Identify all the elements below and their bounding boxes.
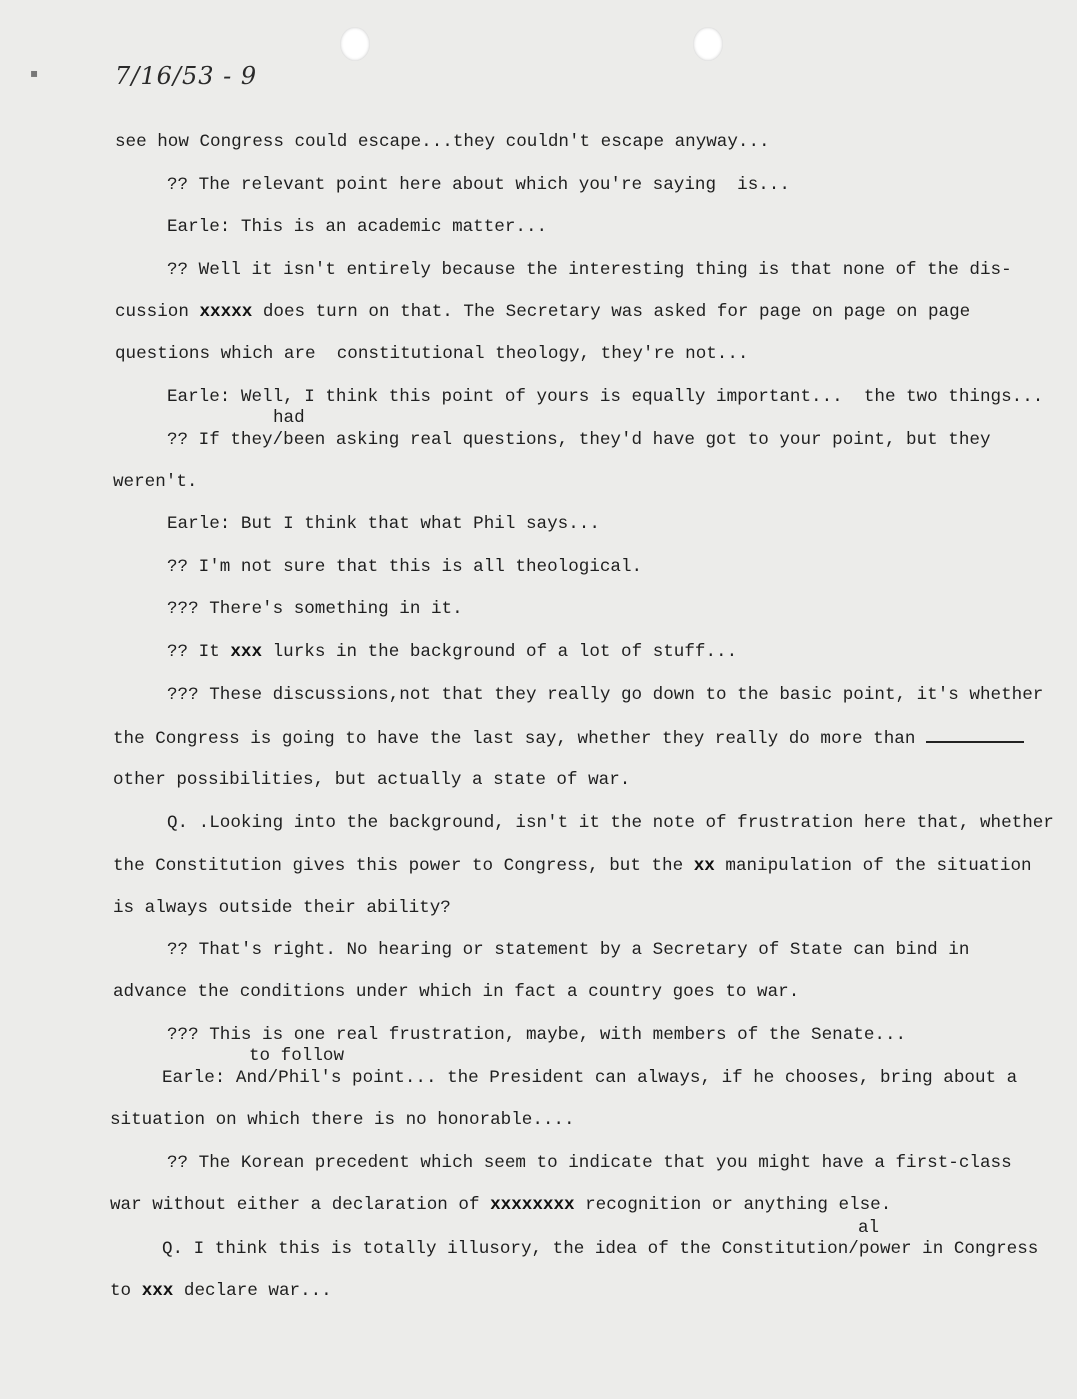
text-segment: cussion — [115, 302, 200, 322]
struck-out-text: xxxxx — [199, 302, 253, 322]
interlinear-insertion: al — [858, 1218, 880, 1238]
text-segment: declare war... — [173, 1281, 332, 1301]
text-line: Earle: Well, I think this point of yours is equally important... the two things... — [167, 387, 1044, 407]
struck-out-text: xxx — [230, 642, 263, 662]
punch-hole-left — [340, 27, 370, 61]
interlinear-insertion: to follow — [249, 1046, 345, 1066]
text-line — [113, 727, 1024, 749]
text-line: ?? The Korean precedent which seem to indicate that you might have a first-class — [167, 1153, 1012, 1173]
text-segment: war without either a declaration of — [110, 1195, 491, 1215]
text-line: questions which are constitutional theology, they're not... — [115, 344, 749, 364]
text-segment: does turn on that. The Secretary was asked for page on page on page — [252, 302, 971, 322]
struck-out-text: xx — [693, 856, 715, 876]
text-line: ?? That's right. No hearing or statement by a Secretary of State can bind in — [167, 940, 970, 960]
text-segment: manipulation of the situation — [714, 856, 1032, 876]
text-line: Earle: And/Phil's point... the President can always, if he chooses, bring about a — [162, 1068, 1018, 1088]
text-line: ??? There's something in it. — [167, 599, 463, 619]
text-segment: lurks in the background of a lot of stuff... — [262, 642, 738, 662]
page-reference: 7/16/53 - 9 — [115, 62, 258, 90]
blank-underline — [926, 727, 1024, 743]
text-line: ?? Well it isn't entirely because the interesting thing is that none of the dis- — [167, 260, 1012, 280]
text-line: ?? The relevant point here about which you're saying is... — [167, 175, 790, 195]
text-segment: the Congress is going to have the last say, whether they really do more than — [113, 729, 916, 749]
struck-out-text: xxxxxxxx — [490, 1195, 575, 1215]
text-segment: the Constitution gives this power to Congress, but the — [113, 856, 694, 876]
text-line: ?? If they/been asking real questions, they'd have got to your point, but they — [167, 430, 991, 450]
interlinear-insertion: had — [273, 408, 305, 428]
text-line — [167, 642, 737, 662]
text-line: Earle: But I think that what Phil says... — [167, 514, 600, 534]
text-line: Q. .Looking into the background, isn't it the note of frustration here that, whether — [167, 813, 1054, 833]
text-segment: ?? It — [167, 642, 231, 662]
text-line: Earle: This is an academic matter... — [167, 217, 548, 237]
text-segment: recognition or anything else. — [574, 1195, 892, 1215]
text-line: see how Congress could escape...they couldn't escape anyway... — [115, 132, 770, 152]
text-line: other possibilities, but actually a state of war. — [113, 770, 631, 790]
text-line: advance the conditions under which in fact a country goes to war. — [113, 982, 800, 1002]
text-line: ??? These discussions,not that they really go down to the basic point, it's whether — [167, 685, 1044, 705]
text-line: is always outside their ability? — [113, 898, 451, 918]
text-line: ?? I'm not sure that this is all theological. — [167, 557, 643, 577]
text-line: Q. I think this is totally illusory, the idea of the Constitution/power in Congress — [162, 1239, 1039, 1259]
text-line: ??? This is one real frustration, maybe, with members of the Senate... — [167, 1025, 907, 1045]
text-line: situation on which there is no honorable.... — [110, 1110, 575, 1130]
text-line — [110, 1195, 891, 1215]
margin-speck: ▪ — [30, 66, 39, 80]
struck-out-text: xxx — [141, 1281, 174, 1301]
text-line: weren't. — [113, 472, 198, 492]
text-line — [113, 856, 1032, 876]
punch-hole-right — [693, 27, 723, 61]
text-segment: to — [110, 1281, 142, 1301]
text-line — [115, 302, 970, 322]
text-line — [110, 1281, 332, 1301]
